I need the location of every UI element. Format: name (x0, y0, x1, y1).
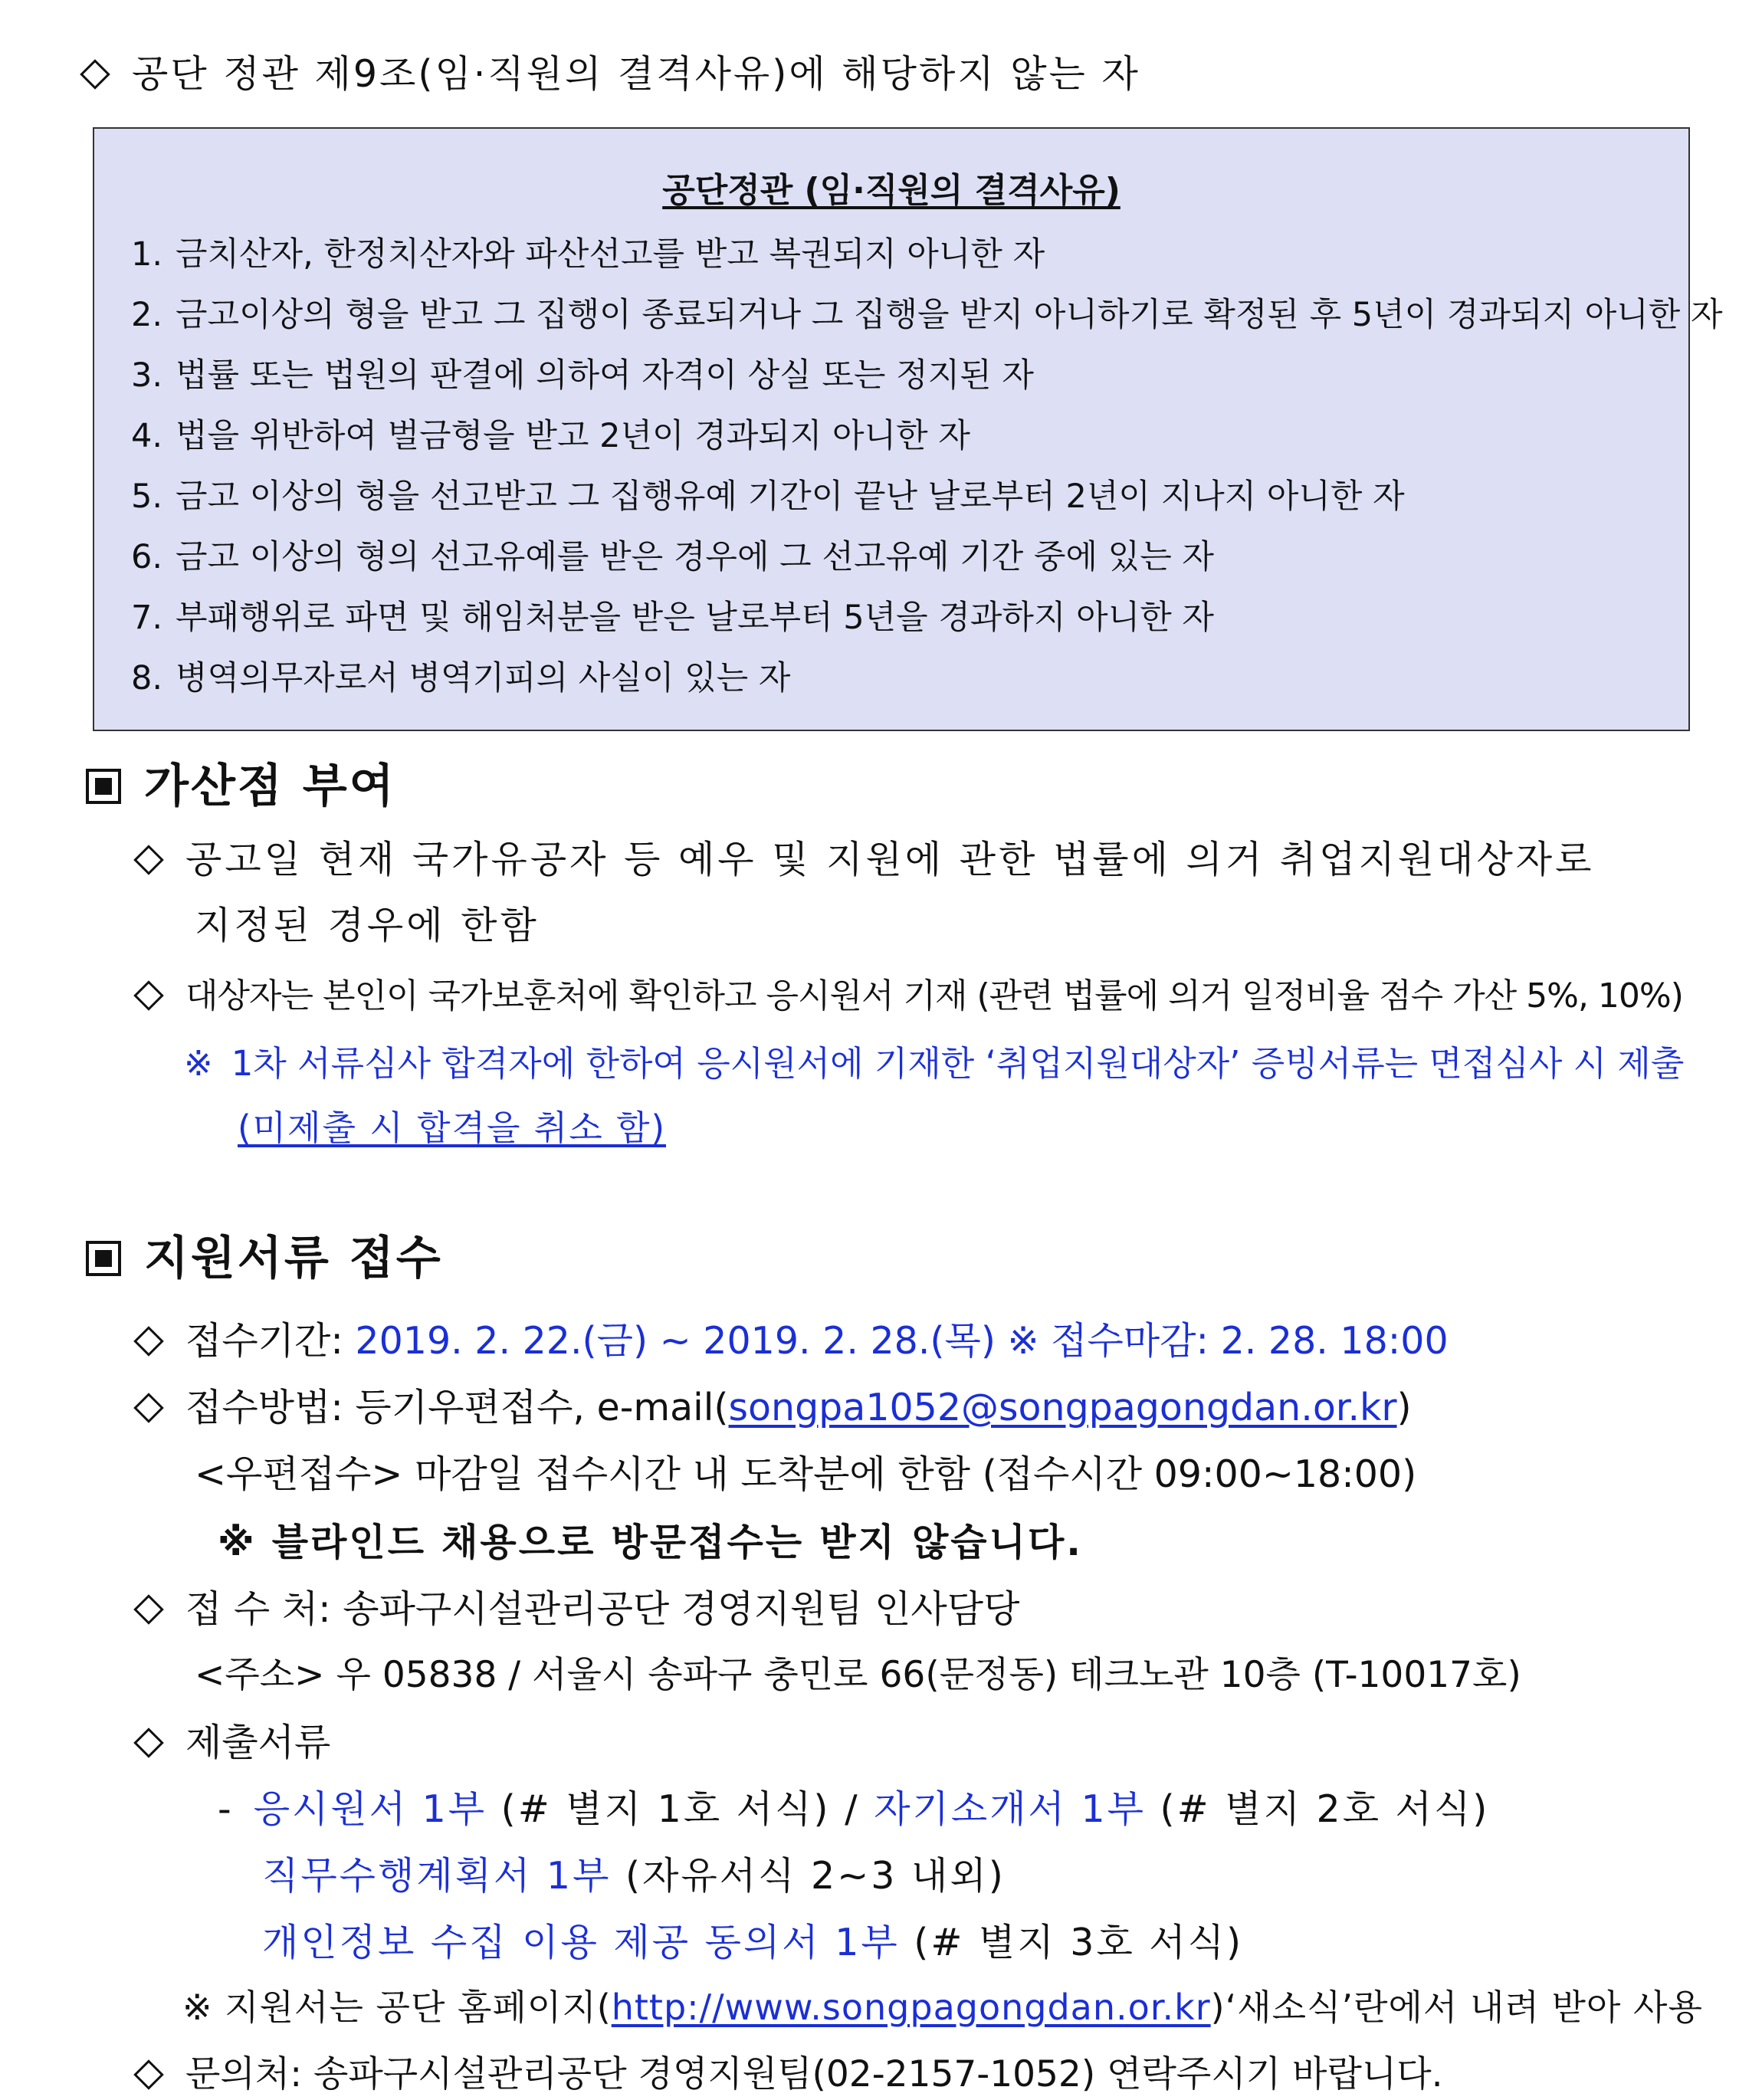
diamond-bullet-icon (133, 1594, 164, 1625)
box-item: 3. 법률 또는 법원의 판결에 의하여 자격이 상실 또는 정지된 자 (131, 356, 1034, 395)
homepage-link[interactable]: http://www.songpagongdan.or.kr (611, 1987, 1211, 2028)
bonus-note: ※ 1차 서류심사 합격자에 한하여 응시원서에 기재한 ‘취업지원대상자’ 증빙서류는 면접심사 시 제출 (184, 1043, 1685, 1084)
place-line: 접 수 처: 송파구시설관리공단 경영지원팀 인사담당 (130, 1590, 1019, 1628)
doc-line-2: 직무수행계획서 1부 (자유서식 2~3 내외) (262, 1854, 1006, 1898)
box-item: 4. 법을 위반하여 벌금형을 받고 2년이 경과되지 아니한 자 (131, 417, 970, 455)
diamond-bullet-icon (133, 1326, 164, 1357)
email-link[interactable]: songpa1052@songpagongdan.or.kr (728, 1386, 1397, 1429)
diamond-bullet-icon (133, 845, 164, 875)
disqualification-box (93, 127, 1723, 731)
doc-line-3: 개인정보 수집 이용 제공 동의서 1부 (# 별지 3호 서식) (262, 1921, 1244, 1964)
box-item: 6. 금고 이상의 형의 선고유예를 받은 경우에 그 선고유예 기간 중에 있는 자 (131, 538, 1214, 576)
bonus-section-heading: 가산점 부여 (86, 763, 396, 809)
docs-label: 제출서류 (130, 1724, 330, 1761)
box-item: 8. 병역의무자로서 병역기피의 사실이 있는 자 (131, 659, 791, 697)
filled-square-icon (86, 1241, 121, 1276)
box-item: 1. 금치산자, 한정치산자와 파산선고를 받고 복권되지 아니한 자 (131, 235, 1045, 274)
intro-text: 공단 정관 제9조(임·직원의 결격사유)에 해당하지 않는 자 (132, 52, 1140, 96)
period-line: 접수기간: 2019. 2. 22.(금) ~ 2019. 2. 28.(목) ※ 접수마감: 2. 28. 18:00 (130, 1322, 1449, 1360)
diamond-bullet-icon (133, 2059, 164, 2090)
box-item: 7. 부패행위로 파면 및 해임처분을 받은 날로부터 5년을 경과하지 아니한 자 (131, 599, 1214, 637)
bonus-line1b: 지정된 경우에 한함 (195, 904, 540, 947)
submit-section-heading: 지원서류 접수 (86, 1235, 443, 1281)
box-item: 5. 금고 이상의 형을 선고받고 그 집행유예 기간이 끝난 날로부터 2년이 지나지 아니한 자 (131, 477, 1405, 516)
intro-line (75, 52, 1140, 96)
bonus-line1: 공고일 현재 국가유공자 등 예우 및 지원에 관한 법률에 의거 취업지원대상자로 (130, 841, 1594, 878)
download-note: ※ 지원서는 공단 홈페이지(http://www.songpagongdan.or.kr)‘새소식’란에서 내려 받아 사용 (182, 1987, 1703, 2028)
box-item: 2. 금고이상의 형을 받고 그 집행이 종료되거나 그 집행을 받지 아니하기로 확정된 후 5년이 경과되지 아니한 자 (131, 296, 1723, 334)
diamond-bullet-icon (133, 1728, 164, 1758)
contact-line: 문의처: 송파구시설관리공단 경영지원팀(02-2157-1052) 연락주시기 바랍니다. (130, 2056, 1443, 2092)
diamond-bullet-icon (133, 1393, 164, 1423)
bonus-line2: 대상자는 본인이 국가보훈처에 확인하고 응시원서 기재 (관련 법률에 의거 일정비율 점수 가산 5%, 10%) (130, 979, 1683, 1013)
diamond-bullet-icon (133, 980, 164, 1011)
address-line: <주소> 우 05838 / 서울시 송파구 충민로 66(문정동) 테크노관 10층 (T-10017호) (195, 1654, 1521, 1696)
filled-square-icon (86, 769, 121, 804)
post-note: <우편접수> 마감일 접수시간 내 도착분에 한함 (접수시간 09:00~18:00) (195, 1452, 1417, 1496)
method-line: 접수방법: 등기우편접수, e-mail(songpa1052@songpagongdan.or.kr) (130, 1389, 1412, 1426)
doc-line-1: - 응시원서 1부 (# 별지 1호 서식) / 자기소개서 1부 (# 별지 2호 서식) (218, 1787, 1490, 1831)
box-title: 공단정관 (임·직원의 결격사유) (662, 171, 1121, 210)
bonus-note-cont: (미제출 시 합격을 취소 함) (238, 1107, 667, 1148)
diamond-bullet-icon (80, 59, 110, 90)
blind-note: ※ 블라인드 채용으로 방문접수는 받지 않습니다. (218, 1521, 1083, 1564)
period-value: 2019. 2. 22.(금) ~ 2019. 2. 28.(목) ※ 접수마감: 2. 28. 18:00 (355, 1319, 1449, 1363)
